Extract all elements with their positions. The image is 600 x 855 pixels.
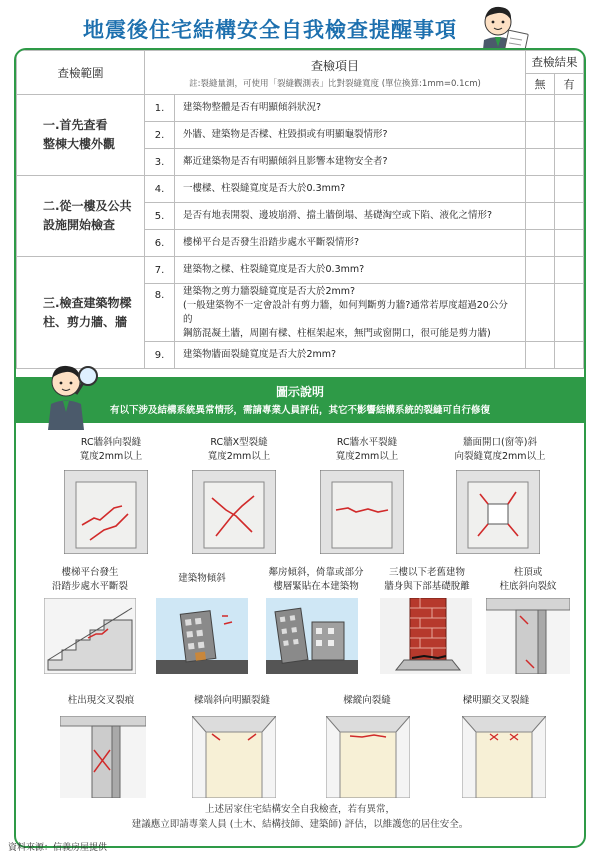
caption-rc-x: RC牆X型裂縫 寬度2mm以上 [207,437,271,462]
caption-tilted-building: 建築物傾斜 [178,573,226,584]
check-item-4: 一樓樑、柱裂縫寬度是否大於0.3mm? [175,176,526,203]
result-no-cell-6[interactable] [526,230,555,257]
beam-cross-crack-icon [462,716,546,798]
result-yes-cell-5[interactable] [555,203,584,230]
category-1: 一.首先查看 整棟大樓外觀 [17,95,145,176]
illustration-banner [16,377,584,423]
result-yes-cell-7[interactable] [555,257,584,284]
page-title: 地震後住宅結構安全自我檢查提醒事項 [83,18,457,42]
caption-column-crack: 柱頂或 柱底斜向裂紋 [499,567,557,592]
row-number: 8. [145,284,175,342]
result-no-cell-3[interactable] [526,149,555,176]
x-crack-wall-icon [192,470,276,554]
column-cross-crack-icon [60,716,146,798]
check-item-9: 建築物牆面裂縫寬度是否大於2mm? [175,342,526,369]
header-items [145,51,526,95]
result-no-header: 無 [526,74,555,95]
row-number: 1. [145,95,175,122]
caption-beam-end: 樑端斜向明顯裂縫 [193,695,270,706]
category-3: 三.檢查建築物樑 柱、剪力牆、牆 [17,257,145,369]
caption-beam-longitudinal: 樑縱向裂縫 [343,695,391,706]
result-yes-cell-8[interactable] [555,284,584,342]
beam-end-crack-icon [192,716,276,798]
leaning-neighbor-icon [266,598,358,674]
magnifier-mascot-icon [42,360,100,430]
stair-break-icon [44,598,136,674]
row-number: 3. [145,149,175,176]
check-item-6: 樓梯平台是否發生沿踏步處水平斷裂情形? [175,230,526,257]
header-scope: 查檢範圍 [17,51,145,95]
result-yes-cell-3[interactable] [555,149,584,176]
result-no-cell-8[interactable] [526,284,555,342]
result-no-cell-9[interactable] [526,342,555,369]
caption-rc-horizontal: RC牆水平裂縫 寬度2mm以上 [335,437,399,462]
opening-crack-wall-icon [456,470,540,554]
row-number: 6. [145,230,175,257]
caption-opening-crack: 牆面開口(窗等)斜 向裂縫寬度2mm以上 [454,437,546,462]
result-yes-cell-2[interactable] [555,122,584,149]
row-number: 7. [145,257,175,284]
result-no-cell-2[interactable] [526,122,555,149]
header-items-title: 查檢項目 [310,58,359,73]
caption-beam-cross: 樑明顯交叉裂縫 [462,695,530,706]
column-crack-icon [486,598,570,674]
checklist-card [14,48,586,848]
tilted-building-icon [156,598,248,674]
banner-title: 圖示說明 [275,385,324,399]
caption-wall-separation: 三樓以下老舊建物 牆身與下部基礎脫離 [384,567,470,592]
caption-leaning-neighbor: 鄰房傾斜，倚靠或部分 樓層緊貼在本建築物 [268,567,364,592]
header-note: 註:裂縫量測，可使用「裂縫觀測表」比對裂縫寬度 (單位換算:1mm=0.1cm) [189,78,481,89]
result-yes-cell-6[interactable] [555,230,584,257]
footer-advice: 上述居家住宅結構安全自我檢查，若有異常， 建議應立即請專業人員 (土木、結構技師、建築師) 評估，以維護您的居住安全。 [131,804,469,830]
row-number: 2. [145,122,175,149]
result-yes-header: 有 [555,74,584,95]
checklist-table [16,50,584,369]
beam-longitudinal-crack-icon [326,716,410,798]
result-yes-cell-1[interactable] [555,95,584,122]
result-no-cell-7[interactable] [526,257,555,284]
result-no-cell-1[interactable] [526,95,555,122]
header-result: 查檢結果 [526,51,584,74]
check-item-3: 鄰近建築物是否有明顯傾斜且影響本建物安全者? [175,149,526,176]
row-number: 4. [145,176,175,203]
check-item-1: 建築物整體是否有明顯傾斜狀況? [175,95,526,122]
result-no-cell-4[interactable] [526,176,555,203]
caption-rc-diagonal: RC牆斜向裂縫 寬度2mm以上 [79,437,143,462]
horizontal-crack-wall-icon [320,470,404,554]
check-item-2: 外牆、建築物是否樑、柱毀損或有明顯龜裂情形? [175,122,526,149]
category-2: 二.從一樓及公共 設施開始檢查 [17,176,145,257]
result-yes-cell-4[interactable] [555,176,584,203]
diagonal-crack-wall-icon [64,470,148,554]
row-number: 9. [145,342,175,369]
banner-subtitle: 有以下涉及結構系統異常情形，需請專業人員評估，其它不影響結構系統的裂縫可自行修復 [109,405,490,416]
result-yes-cell-9[interactable] [555,342,584,369]
wall-foundation-separation-icon [380,598,472,674]
caption-stair-break: 樓梯平台發生 沿踏步處水平斷裂 [51,567,128,592]
data-source: 資料來源：信義房屋提供 [8,843,108,853]
caption-column-cross: 柱出現交叉裂痕 [67,695,135,706]
check-item-7: 建築物之樑、柱裂縫寬度是否大於0.3mm? [175,257,526,284]
result-no-cell-5[interactable] [526,203,555,230]
row-number: 5. [145,203,175,230]
check-item-8: 建築物之剪力牆裂縫寬度是否大於2mm? (一般建築物不一定會設計有剪力牆，如何判斷剪力牆?通常若厚度超過20公分的 鋼筋混凝土牆，周圍有樑、柱框架起來，無門或窗開口，很可能是剪力牆) [175,284,526,342]
check-item-5: 是否有地表開裂、邊坡崩滑、擋土牆倒塌、基礎淘空或下陷、液化之情形? [175,203,526,230]
